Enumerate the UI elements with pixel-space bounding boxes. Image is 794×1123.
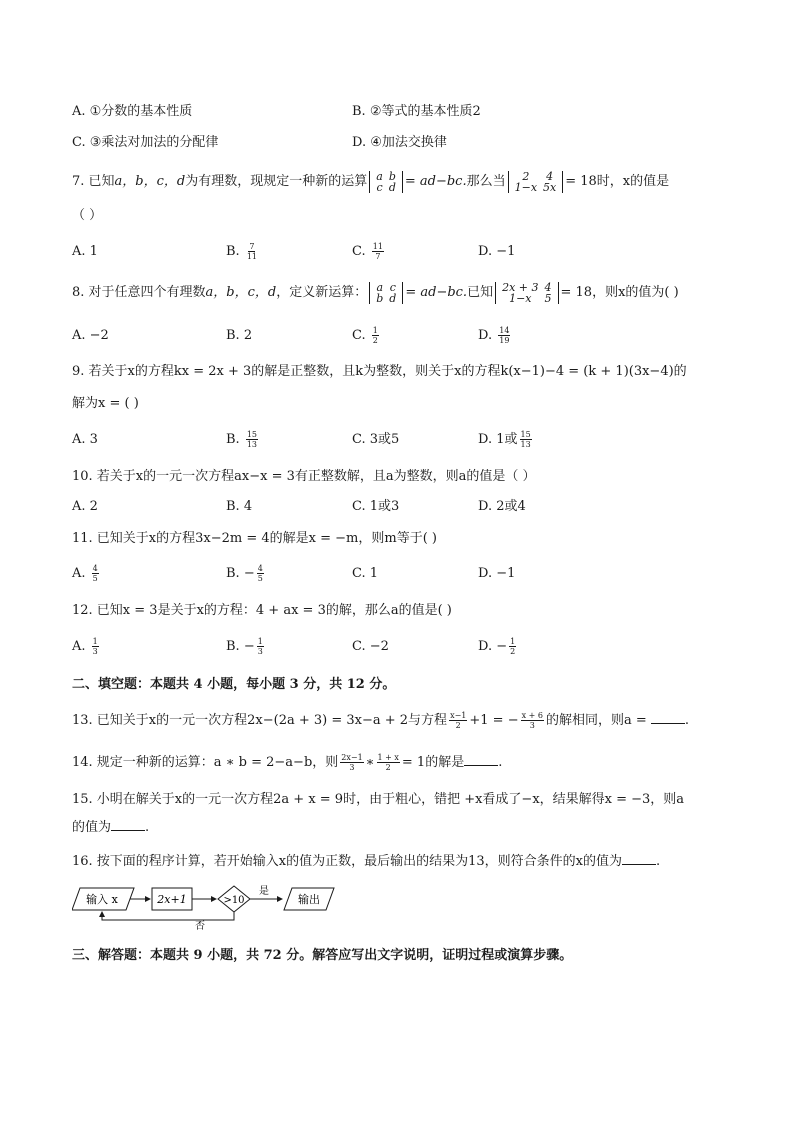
q11-stem: 11. 已知关于x的方程3x−2m = 4的解是x = −m，则m等于( ) — [72, 531, 437, 546]
q7-stem: 7. 已知a，b，c，d为有理数，现规定一种新的运算 a b c d = ad−bc.那么当 2 4 1−x 5x = 18时，x的值是 — [72, 169, 670, 194]
q15-stem-line2: 的值为 . — [72, 820, 150, 835]
q7-option-c: C. $\frac{11}{7}$ — [352, 242, 383, 261]
q11-option-d: D. −1 — [478, 566, 516, 581]
q7-option-d: D. −1 — [478, 244, 516, 259]
q6-option-d: D. ④加法交换律 — [352, 135, 447, 150]
q15-stem-line1: 15. 小明在解关于x的一元一次方程2a + x = 9时，由于粗心，错把 +x看成了−x，结果解得x = −3，则a — [72, 792, 685, 807]
q6-option-b: B. ②等式的基本性质2 — [352, 104, 481, 119]
q11-option-a: A. $\frac{4}{5}$ — [72, 564, 98, 583]
q6-option-a: A. ①分数的基本性质 — [72, 104, 193, 119]
q10-stem: 10. 若关于x的一元一次方程ax−x = 3有正整数解，且a为整数，则a的值是（ ） — [72, 469, 536, 484]
q15-answer-blank[interactable] — [111, 818, 145, 831]
q7-option-a: A. 1 — [72, 244, 98, 259]
flow-decision-label: >10 — [223, 895, 245, 906]
q12-option-b: B. − $\frac{1}{3}$ — [226, 637, 263, 656]
flow-output-label: 输出 — [298, 893, 320, 906]
q9-option-b: B. $\frac{15}{13}$ — [226, 430, 258, 449]
q11-option-c: C. 1 — [352, 566, 379, 581]
q7-bracket: （ ） — [72, 208, 103, 223]
section-3-heading: 三、解答题：本题共 9 小题，共 72 分。解答应写出文字说明，证明过程或演算步骤。 — [72, 948, 573, 963]
q12-option-d: D. − $\frac{1}{2}$ — [478, 637, 516, 656]
q8-def-determinant: a c b d — [369, 282, 403, 304]
q10-option-d: D. 2或4 — [478, 499, 526, 514]
flow-yes-label: 是 — [259, 886, 269, 897]
q13-stem: 13. 已知关于x的一元一次方程2x−(2a + 3) = 3x−a + 2与方程 $\frac{x-1}{2}$ +1 = − $\frac{x + 6}{3}$ 的解相同，则a = . — [72, 711, 690, 730]
q10-option-a: A. 2 — [72, 499, 98, 514]
section-2-heading: 二、填空题：本题共 4 小题，每小题 3 分，共 12 分。 — [72, 677, 396, 692]
q16-stem: 16. 按下面的程序计算，若开始输入x的值为正数，最后输出的结果为13，则符合条件的x的值为 . — [72, 854, 661, 869]
flow-loop-arrow — [102, 912, 234, 920]
q9-option-d: D. 1或 $\frac{15}{13}$ — [478, 430, 531, 449]
q7-def-determinant: a b c d — [369, 171, 403, 193]
q16-flowchart — [72, 882, 362, 930]
q6-option-c: C. ③乘法对加法的分配律 — [72, 135, 219, 150]
q16-answer-blank[interactable] — [622, 852, 656, 865]
q10-option-b: B. 4 — [226, 499, 253, 514]
q13-answer-blank[interactable] — [651, 711, 685, 724]
q8-determinant: 2x + 3 4 1−x 5 — [495, 282, 558, 304]
flow-calc-label: 2x+1 — [157, 893, 187, 906]
q9-option-a: A. 3 — [72, 432, 98, 447]
q8-option-c: C. $\frac{1}{2}$ — [352, 326, 378, 345]
flow-no-label: 否 — [195, 921, 205, 930]
q10-option-c: C. 1或3 — [352, 499, 400, 514]
q8-option-d: D. $\frac{14}{19}$ — [478, 326, 510, 345]
q8-stem: 8. 对于任意四个有理数a，b，c，d，定义新运算： a c b d = ad−bc.已知 2x + 3 4 1−x 5 = 18，则x的值为( ) — [72, 280, 679, 305]
q7-option-b: B. $\frac{7}{11}$ — [226, 242, 258, 261]
q12-option-a: A. $\frac{1}{3}$ — [72, 637, 98, 656]
q8-option-b: B. 2 — [226, 328, 253, 343]
q12-option-c: C. −2 — [352, 639, 389, 654]
q14-answer-blank[interactable] — [464, 753, 498, 766]
q14-stem: 14. 规定一种新的运算：a ∗ b = 2−a−b，则 $\frac{2x-1}{3}$ ∗ $\frac{1 + x}{2}$ = 1的解是 . — [72, 753, 503, 772]
q9-stem-line1: 9. 若关于x的方程kx = 2x + 3的解是正整数，且k为整数，则关于x的方程k(x−1)−4 = (k + 1)(3x−4)的 — [72, 364, 687, 379]
q9-stem-line2: 解为x = ( ) — [72, 396, 139, 411]
q11-option-b: B. − $\frac{4}{5}$ — [226, 564, 263, 583]
flow-input-label: 输入 x — [86, 893, 118, 906]
q12-stem: 12. 已知x = 3是关于x的方程：4 + ax = 3的解，那么a的值是( ) — [72, 603, 452, 618]
q7-determinant: 2 4 1−x 5x — [508, 171, 564, 193]
q8-option-a: A. −2 — [72, 328, 109, 343]
q9-option-c: C. 3或5 — [352, 432, 400, 447]
